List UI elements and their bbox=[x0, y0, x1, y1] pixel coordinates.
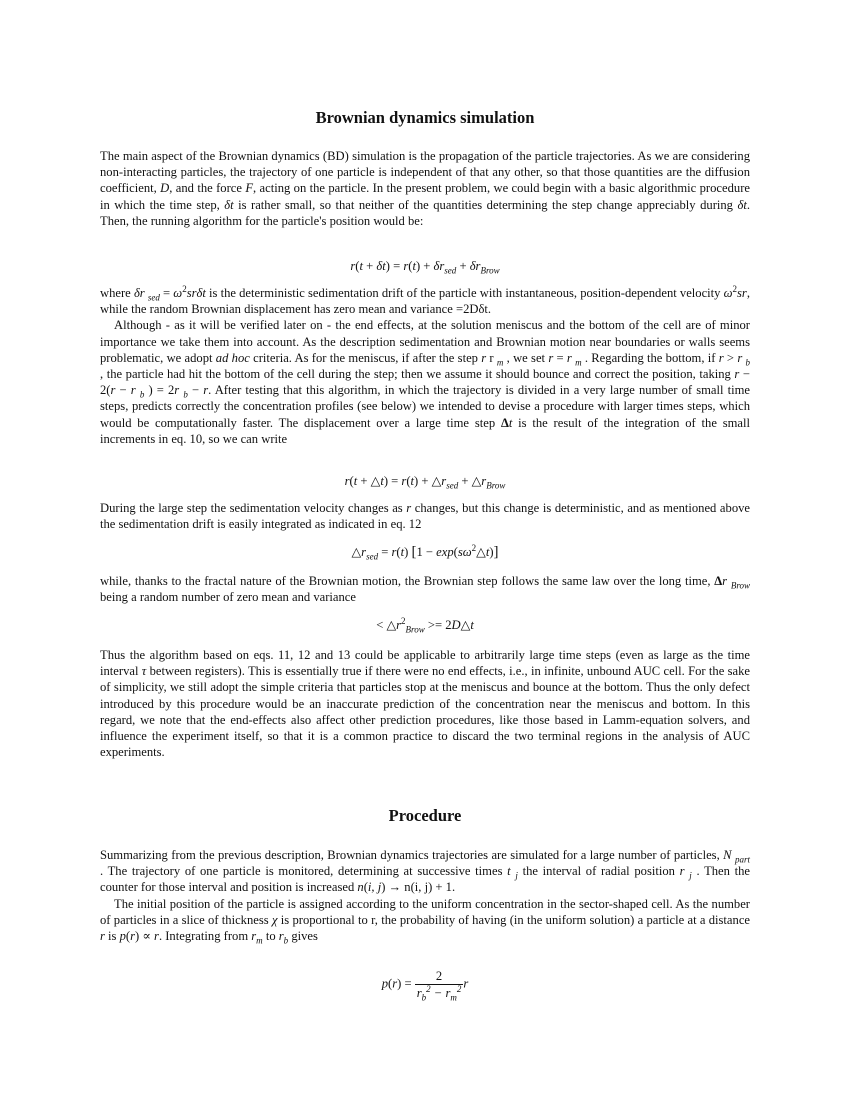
section-title-brownian: Brownian dynamics simulation bbox=[315, 108, 535, 127]
bd-paragraph-2: where δr $_{sed} = \omega^2sr\delta t$ is the deterministic sedimentation drift of the particle with instantaneous, position-dependent velocity $\omega^2sr$, while the random Brownian displacement has zero mean and variance =2Dδt. Although - as it will be verified later on - the end effects, at the solution meniscus and the bottom of the cell are of minor importance we take them into account. As the description sedimentation and Brownian motion near boundaries or walls seems problematic, we adopt ad hoc criteria. As for the meniscus, if after the step r r $_m$ , we set r = r $_m$ . Regarding the bottom, if r > r $_b$ , the particle had hit the bottom of the cell during the step; then we assume it should bounce and correct the position, taking r − 2(r − r $_b$ ) = 2r $_b$ − r. After testing that this algorithm, in which the trajectory is divided in a very large number of small time steps, predicts correctly the concentration profiles (see below) we intended to devise a procedure with larger times steps, which would be computationally faster. The displacement over a large time step Δt is the result of the integration of the small increments in eq. 10, so we can write bbox=[100, 283, 751, 446]
equation-10: $r(t + \delta t) = r(t) + \delta r_{sed} + \delta r_{Brow}$ bbox=[350, 259, 500, 276]
bd-paragraph-4: During the large step the sedimentation velocity changes as r changes, but this change is deterministic, and as mentioned above the sedimentation drift is easily integrated as indicated in eq. 12 bbox=[100, 501, 751, 532]
equation-11: r(t + △t) = $r(t) + \triangle r_{sed}$ + $\triangle r_{Brow}$ bbox=[344, 474, 506, 491]
procedure-paragraph-1: Summarizing from the previous description, Brownian dynamics trajectories are simulated for a large number of particles, N $_{part}$ . The trajectory of one particle is monitored, determining at successive times t $_j$ the interval of radial position r $_j$ . Then the counter for those interval and position is increased n(i, j) → n(i, j) + 1. The initial position of the particle is assigned according to the uniform concentration in the sector-shaped cell. As the number of particles in a slice of thickness χ is proportional to r, the probability of having (in the uniform solution) a particle at a distance r is p(r) ∝ r. Integrating from $r_m$ to $r_b$ gives bbox=[100, 848, 751, 946]
equation-13: < $\triangle r^2_{Brow}$ >= 2D△t bbox=[376, 615, 474, 635]
equation-p-of-r: p(r) = $\frac{2}{r_b^2 - r_m^2}$ r bbox=[381, 969, 469, 1003]
equation-12: $\triangle r_{sed} = r(t) [1$ − $\exp(s\omega^2\triangle t)$] bbox=[351, 542, 499, 562]
bd-paragraph-6: Thus the algorithm based on eqs. 11, 12 and 13 could be applicable to arbitrarily large time steps (even as large as the time interval τ between registers). This is essentially true if there were no end effects, i.e., in infinite, unbound AUC cell. For the sake of simplicity, we still adopt the simple criteria that particles stop at the meniscus and bounce at the bottom. Thus the only defect introduced by this procedure would be an inaccurate prediction of the concentration near the meniscus and bottom. In this regard, we note that the end-effects also affect other prediction procedures, like those based in Lamm-equation solvers, and influence the experiment itself, so that it is a common practice to discard the two terminal regions in the analysis of AUC experiments. bbox=[100, 648, 750, 760]
section-title-procedure: Procedure bbox=[388, 806, 462, 825]
bd-paragraph-5: while, thanks to the fractal nature of the Brownian motion, the Brownian step follows the same law over the long time, Δr $_{Brow}$ being a random number of zero mean and variance bbox=[100, 574, 750, 605]
bd-paragraph-1: The main aspect of the Brownian dynamics (BD) simulation is the propagation of the particle trajectories. As we are considering non-interacting particles, the trajectory of one particle is independent of that any other, so that those quantities are the diffusion coefficient, D, and the force F, acting on the particle. In the present problem, we could begin with a basic algorithmic procedure in which the time step, δt is rather small, so that neither of the quantities determining the step change appreciably during δt. Then, the running algorithm for the particle's position would be: bbox=[100, 149, 750, 228]
